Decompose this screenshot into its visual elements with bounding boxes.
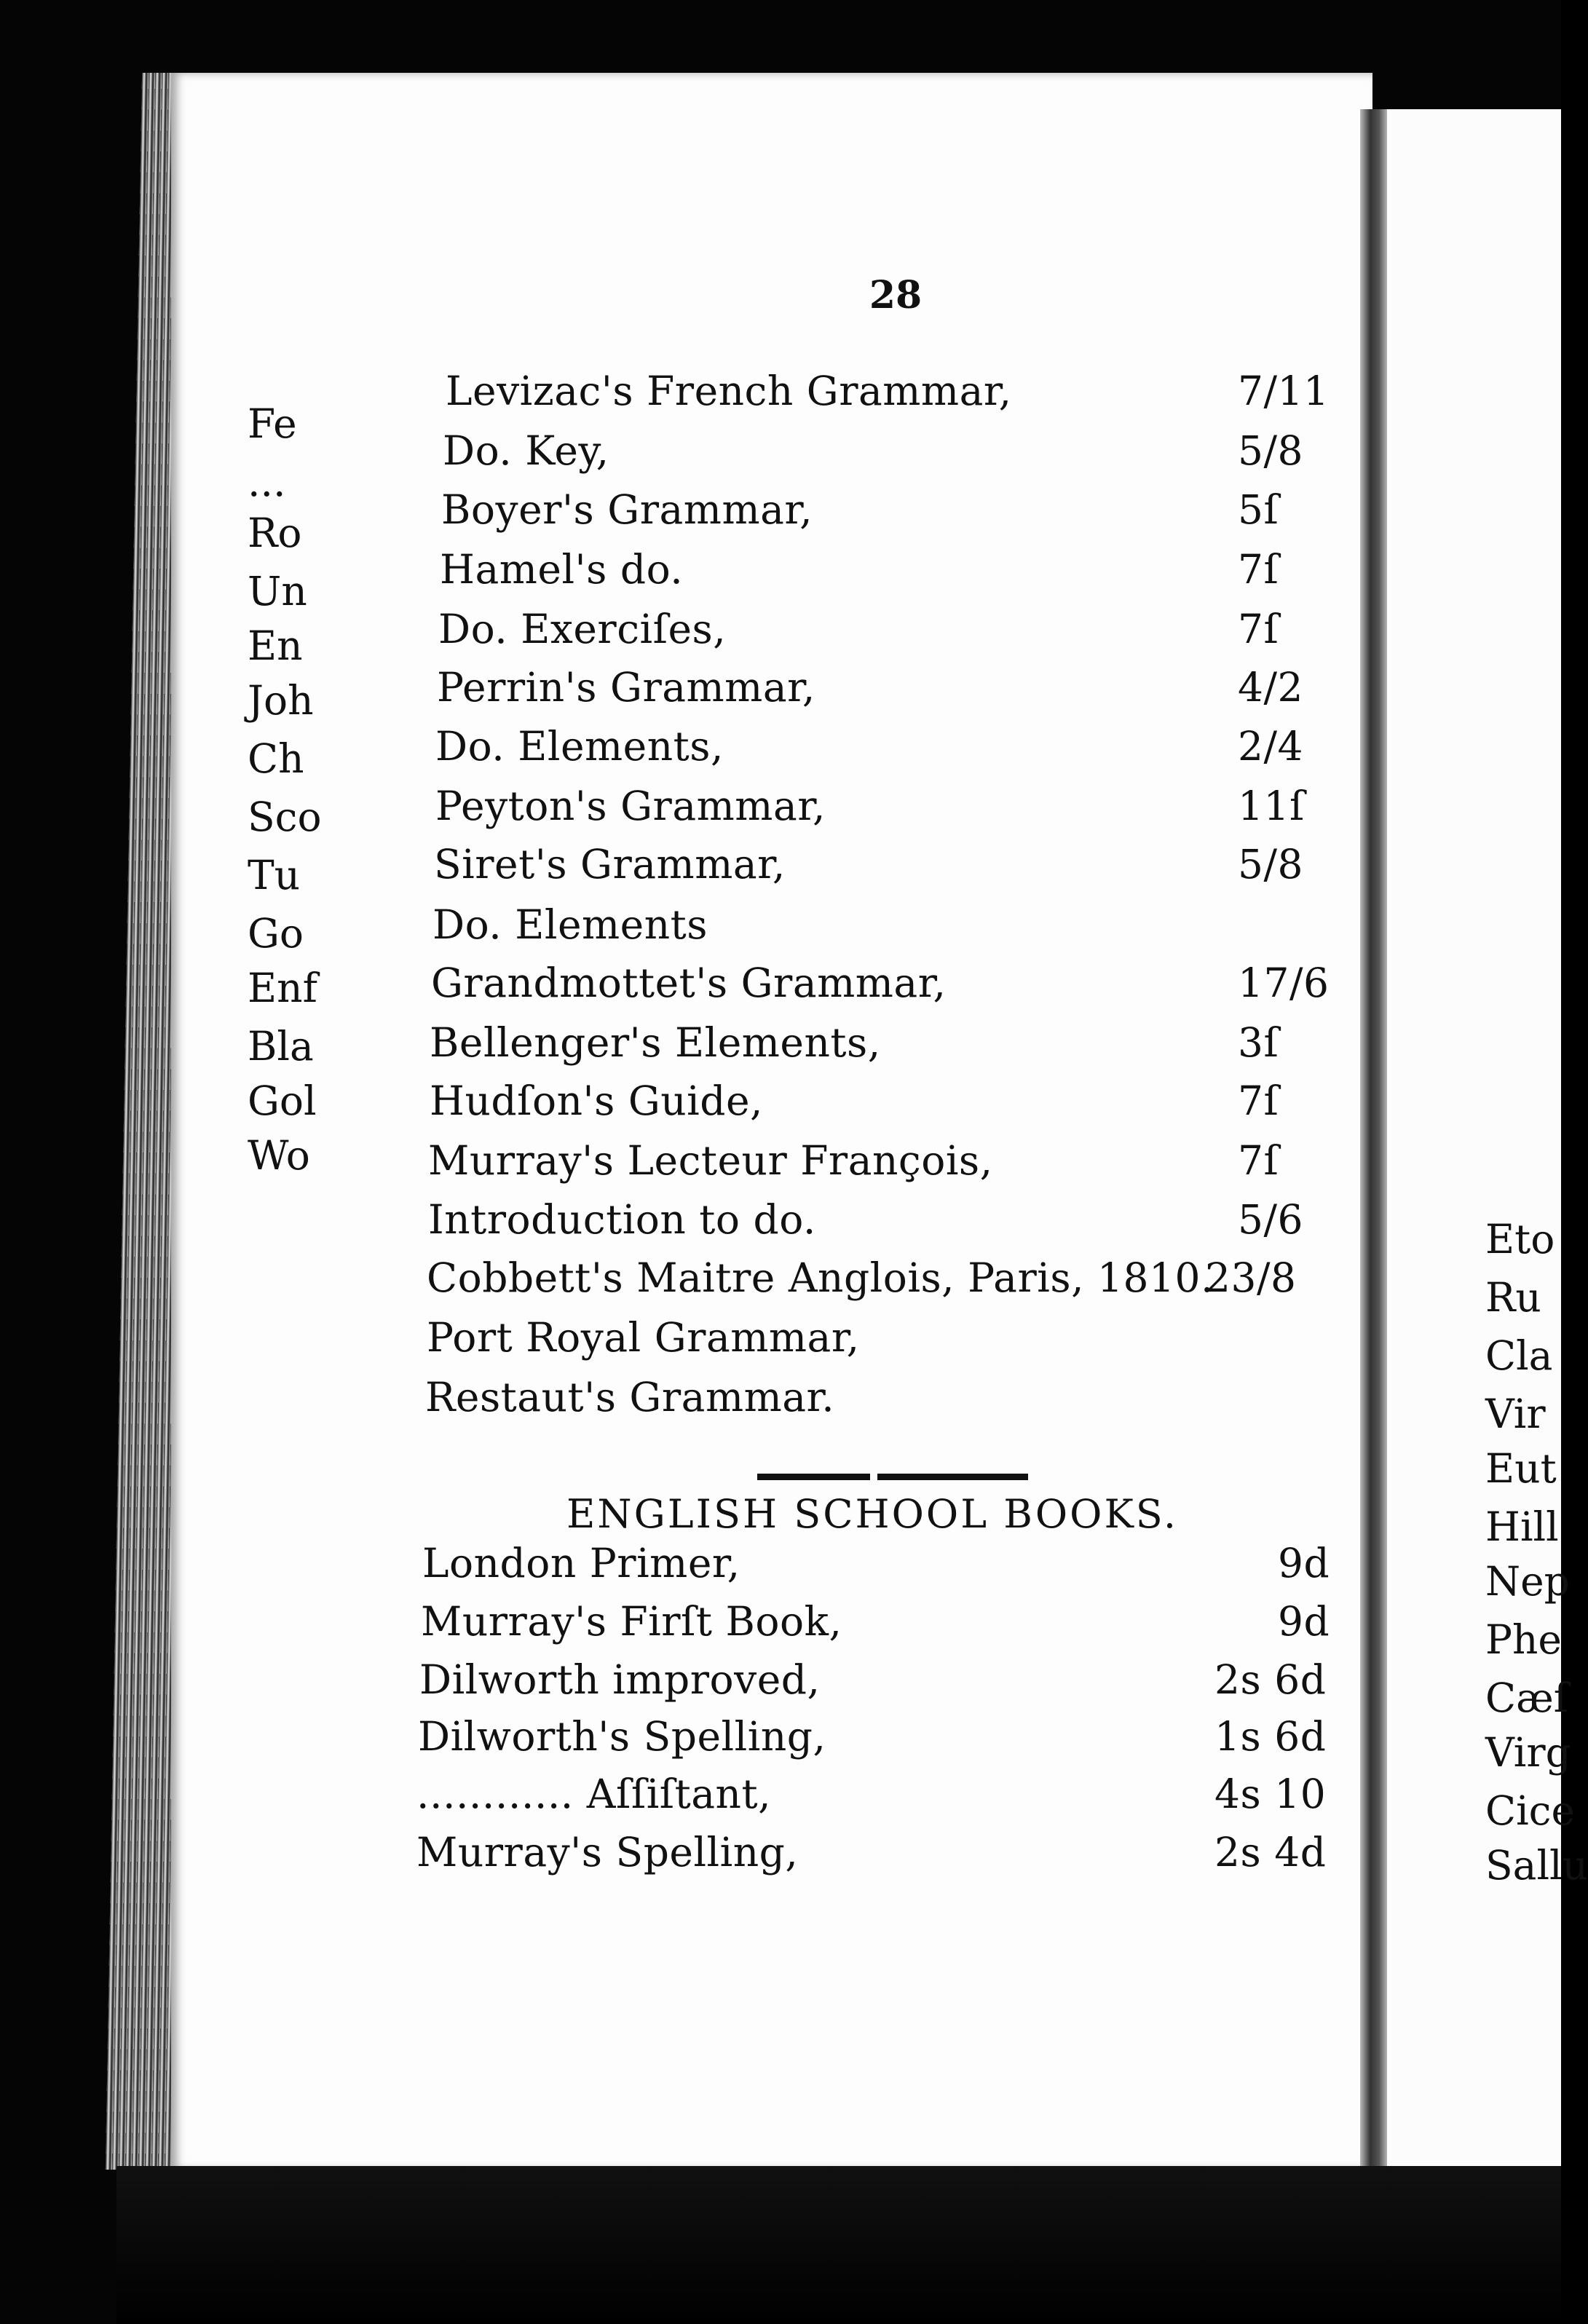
french-entry bbox=[437, 664, 1347, 722]
right-page-word-fragment: Vir bbox=[1485, 1391, 1546, 1437]
entry-price: 5/8 bbox=[1238, 841, 1304, 888]
right-page-word-fragment: Eut bbox=[1485, 1445, 1557, 1492]
right-page-word-fragment: En bbox=[248, 622, 303, 669]
right-page-word-fragment: Virg bbox=[1485, 1729, 1571, 1776]
right-page-word-fragment: Joh bbox=[248, 677, 314, 724]
right-page-word-fragment: Go bbox=[248, 910, 304, 957]
entry-title: Do. Elements bbox=[432, 901, 708, 948]
entry-title: London Primer, bbox=[422, 1540, 740, 1586]
right-page-word-fragment: Ro bbox=[248, 510, 302, 556]
entry-title: Siret's Grammar, bbox=[434, 841, 786, 888]
right-page-word-fragment: Un bbox=[248, 568, 307, 614]
entry-price: 7ſ bbox=[1238, 546, 1279, 593]
right-page-word-fragment: Cla bbox=[1485, 1332, 1553, 1379]
english-entry bbox=[422, 1540, 1347, 1598]
entry-price: 5/8 bbox=[1238, 427, 1304, 474]
right-page-word-fragment: Phe bbox=[1485, 1616, 1562, 1663]
right-page-word-fragment: ... bbox=[248, 459, 286, 505]
english-entry bbox=[418, 1713, 1347, 1771]
english-entry bbox=[416, 1829, 1347, 1887]
english-entry bbox=[419, 1656, 1347, 1715]
right-page-word-fragment: Bla bbox=[248, 1023, 314, 1070]
entry-title: Boyer's Grammar, bbox=[441, 486, 813, 533]
french-entry bbox=[428, 1137, 1347, 1195]
entry-title: Dilworth's Spelling, bbox=[418, 1713, 826, 1760]
french-entry bbox=[434, 841, 1347, 899]
entry-title: ............ Aſſiſtant, bbox=[416, 1771, 772, 1817]
french-entry bbox=[430, 1019, 1347, 1078]
entry-title: Do. Key, bbox=[443, 427, 609, 474]
right-page-word-fragment: Wo bbox=[248, 1132, 310, 1179]
right-page-word-fragment: Enf bbox=[248, 965, 317, 1011]
entry-price: 9d bbox=[1278, 1540, 1330, 1586]
entry-price: 9d bbox=[1278, 1598, 1330, 1645]
entry-price: 5ſ bbox=[1238, 486, 1279, 533]
right-page-word-fragment: Fe bbox=[248, 400, 297, 447]
entry-title: Peyton's Grammar, bbox=[435, 783, 826, 829]
entry-title: Introduction to do. bbox=[428, 1196, 816, 1243]
right-page-word-fragment: Sco bbox=[248, 794, 322, 840]
entry-title: Levizac's French Grammar, bbox=[446, 368, 1012, 414]
entry-title: Do. Exerciſes, bbox=[438, 606, 727, 652]
french-entry bbox=[427, 1254, 1347, 1313]
entry-price: 1s 6d bbox=[1214, 1713, 1327, 1760]
right-page-word-fragment: Eto bbox=[1485, 1216, 1555, 1262]
french-entry bbox=[427, 1314, 1347, 1372]
right-page-word-fragment: Cice bbox=[1485, 1787, 1576, 1834]
entry-title: Murray's Spelling, bbox=[416, 1829, 799, 1876]
section-divider bbox=[757, 1474, 1028, 1480]
entry-title: Bellenger's Elements, bbox=[430, 1019, 881, 1066]
right-page-word-fragment: Sallu bbox=[1485, 1842, 1588, 1889]
french-entry bbox=[441, 486, 1347, 545]
entry-price: 3ſ bbox=[1238, 1019, 1279, 1066]
entry-title: Murray's Firſt Book, bbox=[421, 1598, 842, 1645]
entry-price: 7/11 bbox=[1238, 368, 1330, 414]
french-entry bbox=[425, 1374, 1347, 1432]
entry-title: Perrin's Grammar, bbox=[437, 664, 815, 711]
section-heading: ENGLISH SCHOOL BOOKS. bbox=[566, 1491, 1179, 1537]
right-page-word-fragment: Gol bbox=[248, 1078, 317, 1124]
entry-title: Do. Elements, bbox=[435, 723, 724, 770]
entry-price: 23/8 bbox=[1205, 1254, 1297, 1301]
entry-price: 7ſ bbox=[1238, 1137, 1279, 1184]
french-entry bbox=[432, 901, 1347, 960]
entry-title: Dilworth improved, bbox=[419, 1656, 821, 1703]
right-page-word-fragment: Ru bbox=[1485, 1274, 1541, 1321]
french-entry bbox=[435, 783, 1347, 841]
english-entry bbox=[416, 1771, 1347, 1829]
entry-title: Cobbett's Maitre Anglois, Paris, 1810. bbox=[427, 1254, 1214, 1301]
page-number: 28 bbox=[869, 273, 923, 317]
entry-title: Grandmottet's Grammar, bbox=[431, 960, 947, 1006]
entry-title: Hudſon's Guide, bbox=[430, 1078, 764, 1124]
entry-price: 2s 6d bbox=[1214, 1656, 1327, 1703]
right-page-word-fragment: Cæſ bbox=[1485, 1675, 1569, 1721]
entry-price: 5/6 bbox=[1238, 1196, 1304, 1243]
right-page-word-fragment: Tu bbox=[248, 852, 301, 898]
french-entry bbox=[443, 427, 1347, 486]
french-entry bbox=[431, 960, 1347, 1018]
entry-price: 7ſ bbox=[1238, 606, 1279, 652]
right-page-word-fragment: Hill bbox=[1485, 1503, 1559, 1550]
entry-price: 11ſ bbox=[1238, 783, 1305, 829]
entry-title: Port Royal Grammar, bbox=[427, 1314, 860, 1361]
french-entry bbox=[438, 606, 1347, 664]
entry-price: 2/4 bbox=[1238, 723, 1304, 770]
right-page-word-fragment: Ch bbox=[248, 735, 304, 782]
english-entry bbox=[421, 1598, 1347, 1656]
right-page-word-fragment: Nep bbox=[1485, 1558, 1570, 1605]
entry-title: Murray's Lecteur François, bbox=[428, 1137, 993, 1184]
entry-title: Hamel's do. bbox=[440, 546, 684, 593]
french-entry bbox=[446, 368, 1347, 426]
french-entry bbox=[430, 1078, 1347, 1136]
entry-price: 4s 10 bbox=[1214, 1771, 1327, 1817]
entry-price: 7ſ bbox=[1238, 1078, 1279, 1124]
entry-title: Restaut's Grammar. bbox=[425, 1374, 835, 1420]
french-entry bbox=[435, 723, 1347, 781]
french-entry bbox=[440, 546, 1347, 604]
french-entry bbox=[428, 1196, 1347, 1254]
entry-price: 2s 4d bbox=[1214, 1829, 1327, 1876]
entry-price: 4/2 bbox=[1238, 664, 1304, 711]
entry-price: 17/6 bbox=[1238, 960, 1330, 1006]
